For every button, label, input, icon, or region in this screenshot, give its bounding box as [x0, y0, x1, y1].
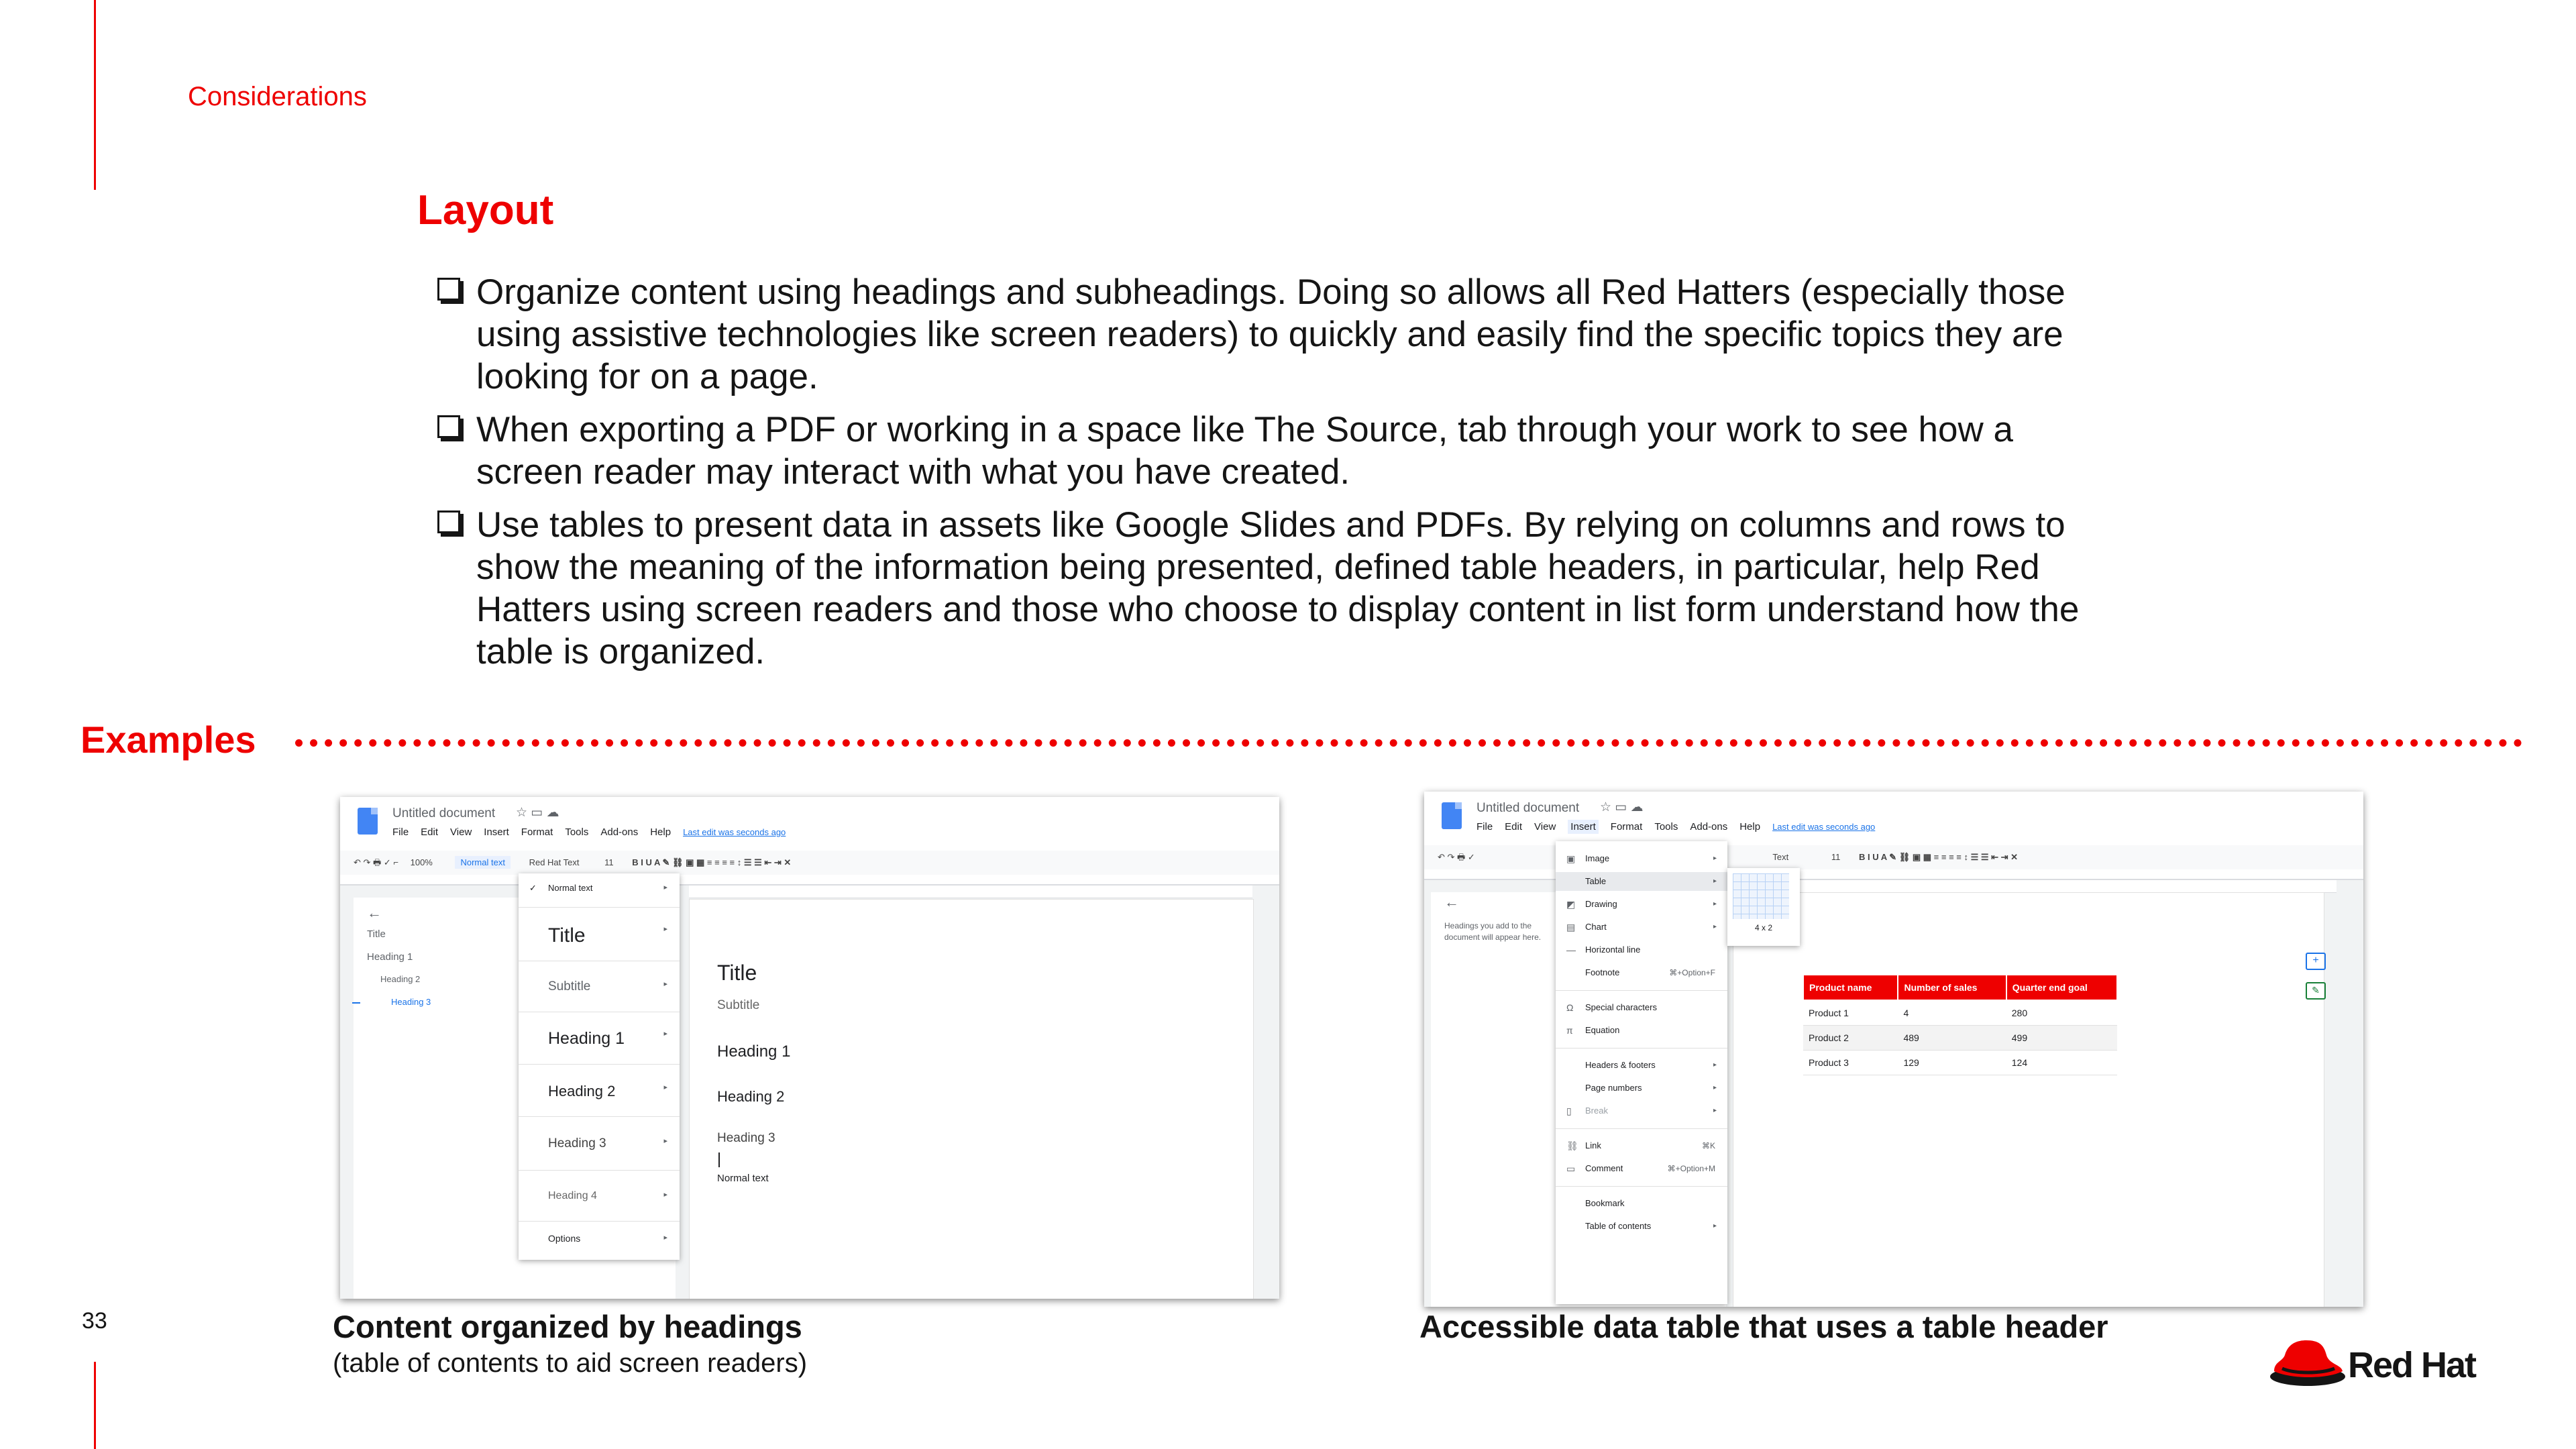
insert-page-numbers[interactable]: Page numbers ▸ — [1556, 1079, 1727, 1097]
table-cell[interactable]: Product 3 — [1803, 1051, 1898, 1075]
drawing-icon: ◩ — [1566, 899, 1576, 910]
suggest-edit-icon[interactable]: ✎ — [2306, 982, 2326, 1000]
zoom-select[interactable]: 100% — [410, 857, 433, 867]
menu-addons[interactable]: Add-ons — [1690, 821, 1728, 833]
link-icon: ⛓ — [1566, 1140, 1578, 1151]
table-grid[interactable] — [1733, 873, 1789, 919]
style-option-subtitle[interactable]: Subtitle ▸ — [548, 979, 667, 994]
docs-logo-icon — [1442, 802, 1462, 829]
outline-heading-3[interactable]: Heading 3 — [391, 997, 431, 1007]
font-size-field[interactable]: 11 — [604, 857, 614, 867]
insert-footnote[interactable]: Footnote ⌘+Option+F — [1585, 967, 1715, 977]
style-option-heading-4[interactable]: Heading 4 ▸ — [548, 1190, 667, 1201]
submenu-arrow-icon: ▸ — [663, 883, 667, 892]
insert-horizontal-line[interactable]: — Horizontal line — [1556, 941, 1727, 959]
menu-format[interactable]: Format — [521, 826, 553, 838]
last-edit-link[interactable]: Last edit was seconds ago — [683, 827, 786, 837]
guideline-list — [436, 271, 2086, 684]
ruler — [689, 885, 1252, 898]
menu-format[interactable]: Format — [1610, 821, 1643, 833]
submenu-arrow-icon: ▸ — [663, 980, 667, 988]
dotted-divider — [295, 739, 2522, 747]
insert-table-of-contents[interactable]: Table of contents ▸ — [1556, 1217, 1727, 1236]
menu-view[interactable]: View — [1534, 821, 1556, 833]
outline-heading-2[interactable]: Heading 2 — [380, 974, 421, 984]
submenu-arrow-icon: ▸ — [663, 1083, 667, 1091]
style-select[interactable]: Text — [1772, 852, 1789, 862]
examples-heading: Examples — [80, 718, 256, 761]
layout-heading: Layout — [417, 187, 554, 233]
insert-bookmark[interactable]: Bookmark — [1585, 1198, 1625, 1208]
submenu-arrow-icon: ▸ — [1713, 1107, 1717, 1114]
section-label: Considerations — [188, 82, 367, 111]
insert-special-characters[interactable]: Ω Special characters — [1556, 998, 1727, 1017]
menu-insert[interactable]: Insert — [1568, 820, 1599, 834]
outline-active-marker — [352, 1002, 360, 1004]
bullet-text: Organize content using headings and subheadings. Doing so allows all Red Hatters (especially those using assistive technologies like screen readers) to quickly and easily find the specific topics they are looking for on a page. — [476, 272, 2065, 396]
submenu-arrow-icon: ▸ — [663, 1030, 667, 1038]
menu-help[interactable]: Help — [1739, 821, 1761, 833]
toolbar — [340, 851, 1279, 875]
docs-logo-icon — [358, 808, 378, 835]
table-cell[interactable]: 129 — [1898, 1051, 2006, 1075]
insert-dropdown — [1556, 841, 1727, 1304]
table-row — [1803, 1051, 2117, 1075]
submenu-arrow-icon: ▸ — [1713, 1061, 1717, 1069]
insert-table[interactable]: Table ▸ — [1556, 872, 1727, 891]
menu-view[interactable]: View — [450, 826, 472, 838]
outline-hint: Headings you add to the document will appear here. — [1444, 921, 1542, 942]
insert-headers-footers[interactable]: Headers & footers ▸ — [1556, 1056, 1727, 1075]
check-icon: ✓ — [529, 883, 537, 893]
back-arrow-icon[interactable]: ← — [367, 904, 382, 921]
data-table[interactable] — [1803, 974, 2118, 1075]
bullet-text: When exporting a PDF or working in a space like The Source, tab through your work to see how a screen reader may interact with what you have created. — [476, 410, 2013, 492]
bullet-text: Use tables to present data in assets like Google Slides and PDFs. By relying on columns and rows to show the meaning of the information being presented, defined table headers, in particular, help Red Hatters using screen readers and those who choose to display content in list form understand how the table is organized. — [476, 505, 2080, 672]
insert-image[interactable]: ▣ Image ▸ — [1556, 849, 1727, 868]
doc-body-heading-3: Heading 3 — [717, 1131, 775, 1145]
table-header-cell[interactable]: Quarter end goal — [2006, 975, 2117, 1000]
doc-title[interactable]: Untitled document — [392, 806, 496, 820]
left-example-screenshot — [340, 797, 1279, 1299]
submenu-arrow-icon: ▸ — [1713, 1222, 1717, 1230]
undo-redo-icons[interactable]: ↶ ↷ 🖶 ✓ — [1438, 852, 1475, 862]
ruler — [1733, 880, 2337, 893]
submenu-arrow-icon: ▸ — [663, 1234, 667, 1242]
menu-edit[interactable]: Edit — [421, 826, 439, 838]
pi-icon: π — [1566, 1025, 1573, 1036]
style-option-heading-2[interactable]: Heading 2 ▸ — [548, 1083, 667, 1099]
submenu-arrow-icon: ▸ — [663, 1191, 667, 1199]
format-icons[interactable]: B I U A ✎ ⛓ ▣ ▦ ≡ ≡ ≡ ≡ ↕ ☰ ☰ ⇤ ⇥ ✕ — [632, 857, 792, 867]
table-header-cell[interactable]: Product name — [1803, 975, 1898, 1000]
style-option-heading-3[interactable]: Heading 3 ▸ — [548, 1136, 667, 1150]
horizontal-line-icon: — — [1566, 945, 1576, 955]
table-cell[interactable]: 4 — [1898, 1000, 2006, 1026]
menu-insert[interactable]: Insert — [484, 826, 509, 838]
submenu-arrow-icon: ▸ — [663, 925, 667, 933]
table-cell[interactable]: 489 — [1898, 1026, 2006, 1051]
insert-link[interactable]: ⛓ Link ⌘K — [1556, 1136, 1727, 1155]
omega-icon: Ω — [1566, 1002, 1574, 1013]
menu-help[interactable]: Help — [650, 826, 672, 838]
doc-body-subtitle: Subtitle — [717, 998, 760, 1012]
doc-title[interactable]: Untitled document — [1477, 801, 1580, 815]
checkbox-bullet-icon — [437, 278, 460, 301]
doc-body-title: Title — [717, 961, 757, 985]
style-option-options[interactable]: Options ▸ — [548, 1233, 667, 1244]
menu-addons[interactable]: Add-ons — [600, 826, 639, 838]
text-cursor — [718, 1152, 720, 1167]
checkbox-bullet-icon — [437, 415, 460, 438]
right-example-caption: Accessible data table that uses a table header — [1419, 1309, 2108, 1344]
table-cell[interactable]: Product 2 — [1803, 1026, 1898, 1051]
outline-heading-1[interactable]: Heading 1 — [367, 951, 413, 963]
format-icons[interactable]: B I U A ✎ ⛓ ▣ ▦ ≡ ≡ ≡ ≡ ↕ ☰ ☰ ⇤ ⇥ ✕ — [1859, 852, 2019, 862]
table-header-row — [1803, 975, 2117, 1000]
insert-chart[interactable]: ▤ Chart ▸ — [1556, 918, 1727, 936]
table-grid-label: 4 x 2 — [1754, 923, 1772, 932]
menu-edit[interactable]: Edit — [1505, 821, 1523, 833]
list-item — [436, 271, 2086, 398]
add-comment-icon[interactable]: + — [2306, 953, 2326, 970]
insert-equation[interactable]: π Equation — [1556, 1021, 1727, 1040]
doc-page[interactable] — [1733, 892, 2324, 1307]
red-hat-logo-icon — [2267, 1335, 2348, 1389]
list-item — [436, 409, 2086, 493]
table-cell[interactable]: Product 1 — [1803, 1000, 1898, 1026]
menu-tools[interactable]: Tools — [1654, 821, 1678, 833]
menu-tools[interactable]: Tools — [565, 826, 589, 838]
star-icon[interactable]: ☆ ▭ ☁ — [516, 806, 559, 820]
doc-body-heading-1: Heading 1 — [717, 1042, 791, 1061]
style-option-normal[interactable]: ✓ Normal text ▸ — [529, 883, 667, 893]
table-cell[interactable]: 280 — [2006, 1000, 2117, 1026]
image-icon: ▣ — [1566, 853, 1576, 864]
style-dropdown — [519, 873, 680, 1260]
menu-bar — [392, 826, 798, 838]
submenu-arrow-icon: ▸ — [1713, 855, 1717, 862]
break-icon: ▯ — [1566, 1106, 1572, 1116]
font-select[interactable]: Red Hat Text — [529, 857, 580, 867]
insert-comment[interactable]: ▭ Comment ⌘+Option+M — [1556, 1159, 1727, 1178]
table-cell[interactable]: 124 — [2006, 1051, 2117, 1075]
menu-bar — [1477, 821, 1887, 833]
outline-title[interactable]: Title — [367, 928, 386, 940]
back-arrow-icon[interactable]: ← — [1444, 894, 1459, 910]
menu-file[interactable]: File — [1477, 821, 1493, 833]
last-edit-link[interactable]: Last edit was seconds ago — [1772, 822, 1876, 832]
table-header-cell[interactable]: Number of sales — [1898, 975, 2006, 1000]
star-icon[interactable]: ☆ ▭ ☁ — [1600, 800, 1644, 814]
submenu-arrow-icon: ▸ — [1713, 900, 1717, 908]
insert-drawing[interactable]: ◩ Drawing ▸ — [1556, 895, 1727, 914]
style-option-title[interactable]: Title ▸ — [548, 924, 667, 947]
chart-icon: ▤ — [1566, 922, 1576, 932]
undo-redo-icons[interactable]: ↶ ↷ 🖶 ✓ ⌐ — [354, 857, 401, 867]
left-accent-line-bottom — [94, 1362, 96, 1449]
style-select[interactable]: Normal text — [455, 856, 510, 869]
table-row — [1803, 1026, 2117, 1051]
insert-break[interactable]: ▯ Break ▸ — [1556, 1102, 1727, 1120]
font-size-field[interactable]: 11 — [1831, 852, 1841, 862]
table-size-picker[interactable] — [1727, 868, 1800, 946]
submenu-arrow-icon: ▸ — [1713, 1084, 1717, 1091]
checkbox-bullet-icon — [437, 511, 460, 533]
style-option-heading-1[interactable]: Heading 1 ▸ — [548, 1029, 667, 1048]
menu-file[interactable]: File — [392, 826, 409, 838]
comment-icon: ▭ — [1566, 1163, 1576, 1174]
left-accent-line-top — [94, 0, 96, 190]
red-hat-wordmark: Red Hat — [2348, 1345, 2476, 1385]
submenu-arrow-icon: ▸ — [1713, 923, 1717, 930]
table-cell[interactable]: 499 — [2006, 1026, 2117, 1051]
doc-body-heading-2: Heading 2 — [717, 1088, 785, 1105]
submenu-arrow-icon: ▸ — [663, 1137, 667, 1145]
submenu-arrow-icon: ▸ — [1713, 877, 1717, 885]
table-row — [1803, 1000, 2117, 1026]
doc-body-normal-text: Normal text — [717, 1173, 769, 1184]
docs-header — [340, 797, 1279, 885]
right-example-screenshot — [1424, 792, 2363, 1307]
list-item — [436, 504, 2086, 673]
page-number: 33 — [82, 1308, 107, 1334]
left-example-caption: Content organized by headings — [333, 1309, 802, 1344]
left-example-subcaption: (table of contents to aid screen readers) — [333, 1348, 808, 1378]
